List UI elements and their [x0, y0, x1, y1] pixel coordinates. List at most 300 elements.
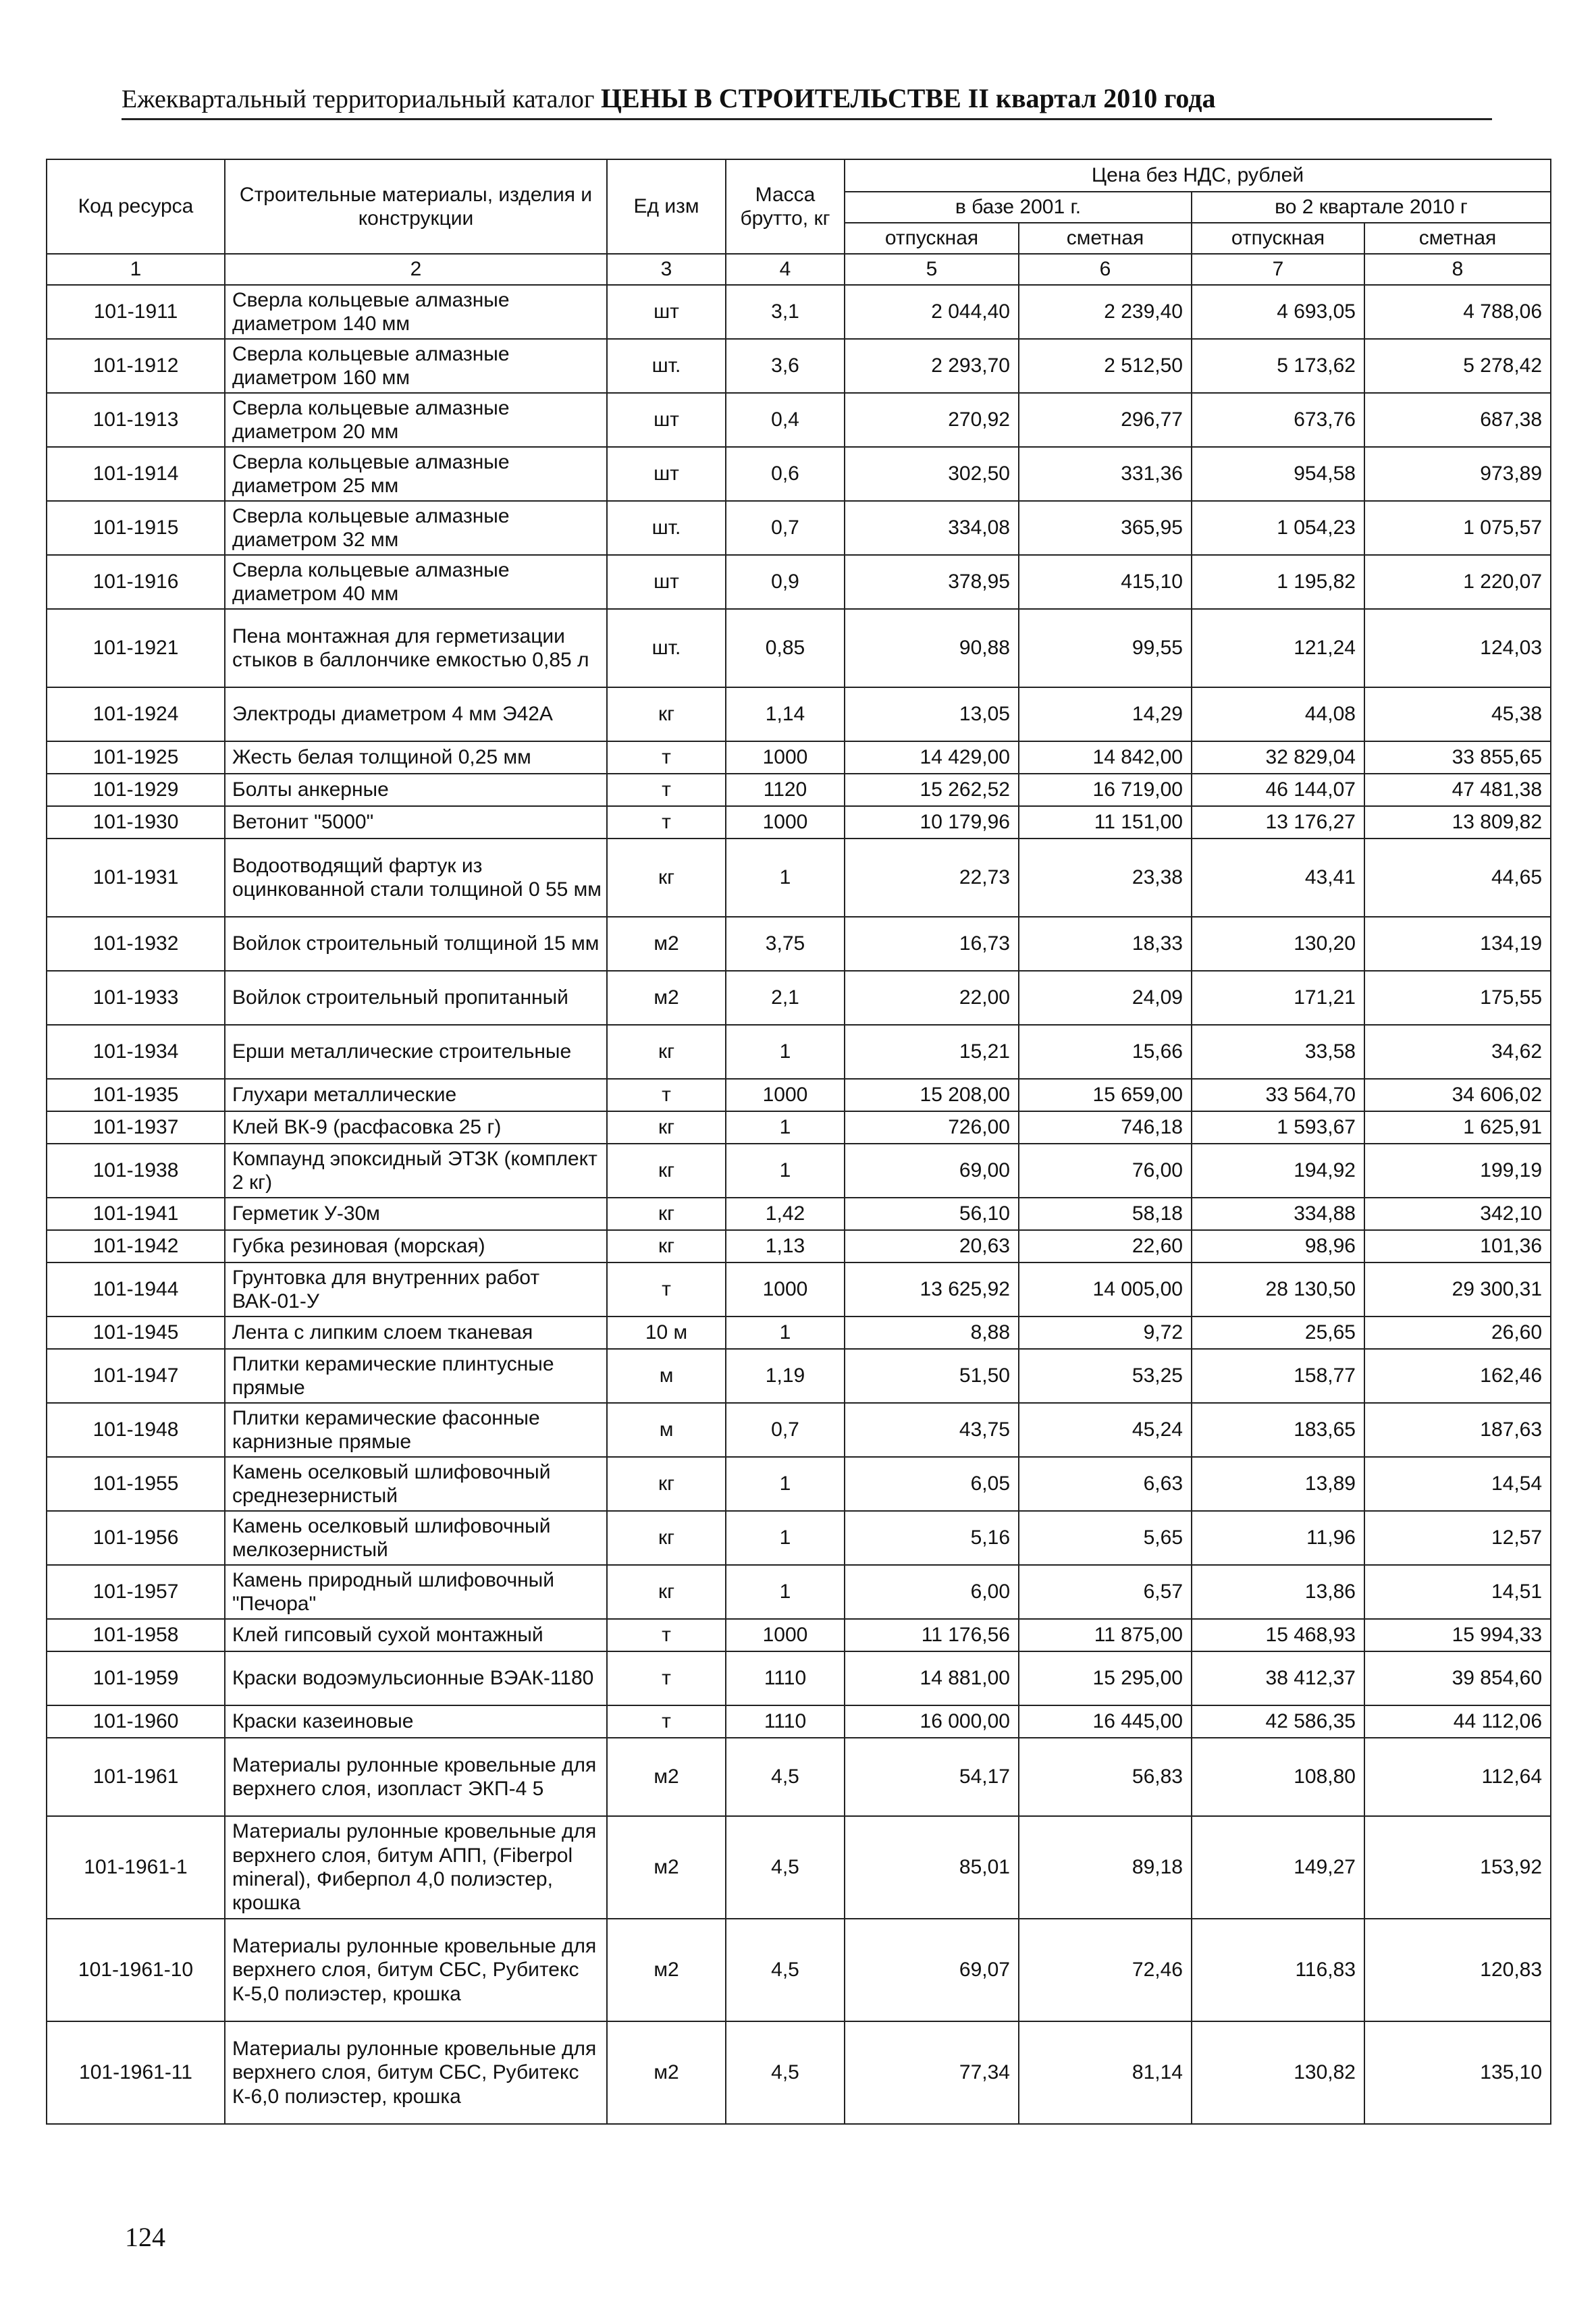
mass: 0,85: [726, 609, 845, 687]
resource-code: 101-1958: [47, 1619, 225, 1651]
col-number: 4: [726, 254, 845, 285]
unit: кг: [607, 1025, 726, 1079]
price-base-estimate: 99,55: [1019, 609, 1192, 687]
mass: 1: [726, 1565, 845, 1619]
mass: 1: [726, 1144, 845, 1198]
resource-code: 101-1929: [47, 774, 225, 806]
price-base-release: 15 208,00: [845, 1079, 1019, 1111]
material-name: Губка резиновая (морская): [225, 1230, 607, 1262]
price-current-estimate: 44,65: [1364, 839, 1551, 917]
unit: м2: [607, 1919, 726, 2021]
col-header-unit: Ед изм: [607, 159, 726, 254]
table-row: [47, 1705, 1551, 1738]
price-base-release: 56,10: [845, 1198, 1019, 1230]
mass: 1000: [726, 1079, 845, 1111]
unit: м: [607, 1349, 726, 1403]
price-base-release: 6,05: [845, 1457, 1019, 1511]
col-number: 7: [1192, 254, 1364, 285]
table-row: [47, 1738, 1551, 1816]
unit: шт.: [607, 339, 726, 393]
price-base-release: 2 044,40: [845, 285, 1019, 339]
resource-code: 101-1935: [47, 1079, 225, 1111]
price-base-release: 15 262,52: [845, 774, 1019, 806]
unit: кг: [607, 1511, 726, 1565]
material-name: Войлок строительный толщиной 15 мм: [225, 917, 607, 971]
price-base-release: 6,00: [845, 1565, 1019, 1619]
material-name: Плитки керамические фасонные карнизные прямые: [225, 1403, 607, 1457]
price-base-release: 13 625,92: [845, 1262, 1019, 1317]
price-current-estimate: 101,36: [1364, 1230, 1551, 1262]
price-current-release: 32 829,04: [1192, 741, 1364, 774]
price-current-estimate: 342,10: [1364, 1198, 1551, 1230]
table-row: [47, 1198, 1551, 1230]
price-current-release: 121,24: [1192, 609, 1364, 687]
price-current-estimate: 34,62: [1364, 1025, 1551, 1079]
price-base-release: 85,01: [845, 1816, 1019, 1919]
table-row: [47, 1651, 1551, 1705]
resource-code: 101-1915: [47, 501, 225, 555]
table-row: [47, 687, 1551, 741]
price-base-release: 54,17: [845, 1738, 1019, 1816]
price-base-estimate: 2 239,40: [1019, 285, 1192, 339]
price-current-release: 28 130,50: [1192, 1262, 1364, 1317]
unit: шт: [607, 393, 726, 447]
table-row: [47, 1457, 1551, 1511]
table-row: [47, 1565, 1551, 1619]
price-base-estimate: 9,72: [1019, 1317, 1192, 1349]
price-base-estimate: 81,14: [1019, 2021, 1192, 2124]
price-base-release: 14 429,00: [845, 741, 1019, 774]
resource-code: 101-1957: [47, 1565, 225, 1619]
resource-code: 101-1948: [47, 1403, 225, 1457]
price-current-release: 13,86: [1192, 1565, 1364, 1619]
price-base-release: 16 000,00: [845, 1705, 1019, 1738]
unit: кг: [607, 1565, 726, 1619]
col-header-price: Цена без НДС, рублей: [845, 159, 1551, 192]
table-row: [47, 501, 1551, 555]
price-base-release: 77,34: [845, 2021, 1019, 2124]
price-current-estimate: 45,38: [1364, 687, 1551, 741]
price-base-release: 69,07: [845, 1919, 1019, 2021]
price-base-estimate: 89,18: [1019, 1816, 1192, 1919]
price-current-estimate: 1 220,07: [1364, 555, 1551, 609]
resource-code: 101-1916: [47, 555, 225, 609]
unit: м2: [607, 1816, 726, 1919]
price-current-estimate: 124,03: [1364, 609, 1551, 687]
table-row: [47, 774, 1551, 806]
price-base-release: 22,00: [845, 971, 1019, 1025]
price-current-estimate: 135,10: [1364, 2021, 1551, 2124]
price-current-estimate: 14,54: [1364, 1457, 1551, 1511]
price-base-release: 13,05: [845, 687, 1019, 741]
resource-code: 101-1945: [47, 1317, 225, 1349]
mass: 1: [726, 1317, 845, 1349]
table-row: [47, 1025, 1551, 1079]
resource-code: 101-1912: [47, 339, 225, 393]
price-current-release: 5 173,62: [1192, 339, 1364, 393]
col-header-release-base: отпускная: [845, 223, 1019, 254]
unit: т: [607, 1262, 726, 1317]
price-base-estimate: 53,25: [1019, 1349, 1192, 1403]
material-name: Краски казеиновые: [225, 1705, 607, 1738]
header-prefix: Ежеквартальный территориальный каталог: [122, 85, 595, 113]
price-base-estimate: 331,36: [1019, 447, 1192, 501]
price-current-estimate: 1 625,91: [1364, 1111, 1551, 1144]
price-current-release: 149,27: [1192, 1816, 1364, 1919]
price-base-release: 22,73: [845, 839, 1019, 917]
unit: кг: [607, 1198, 726, 1230]
price-current-release: 1 195,82: [1192, 555, 1364, 609]
table-row: [47, 393, 1551, 447]
table-row: [47, 917, 1551, 971]
price-base-estimate: 14,29: [1019, 687, 1192, 741]
resource-code: 101-1960: [47, 1705, 225, 1738]
unit: т: [607, 774, 726, 806]
material-name: Материалы рулонные кровельные для верхнего слоя, изопласт ЭКП-4 5: [225, 1738, 607, 1816]
price-base-estimate: 76,00: [1019, 1144, 1192, 1198]
unit: м2: [607, 1738, 726, 1816]
mass: 3,75: [726, 917, 845, 971]
table-row: [47, 1511, 1551, 1565]
table-row: [47, 1144, 1551, 1198]
price-current-release: 4 693,05: [1192, 285, 1364, 339]
page-header: [122, 82, 1492, 120]
unit: т: [607, 1705, 726, 1738]
price-current-estimate: 39 854,60: [1364, 1651, 1551, 1705]
mass: 1000: [726, 1262, 845, 1317]
mass: 4,5: [726, 1816, 845, 1919]
price-current-estimate: 134,19: [1364, 917, 1551, 971]
mass: 1,42: [726, 1198, 845, 1230]
col-header-base: в базе 2001 г.: [845, 192, 1192, 223]
table-row: [47, 839, 1551, 917]
resource-code: 101-1921: [47, 609, 225, 687]
col-header-mass: Масса брутто, кг: [726, 159, 845, 254]
price-base-estimate: 6,57: [1019, 1565, 1192, 1619]
mass: 1000: [726, 806, 845, 839]
price-base-release: 43,75: [845, 1403, 1019, 1457]
material-name: Камень природный шлифовочный "Печора": [225, 1565, 607, 1619]
unit: т: [607, 1619, 726, 1651]
price-current-release: 1 054,23: [1192, 501, 1364, 555]
mass: 0,4: [726, 393, 845, 447]
price-current-release: 183,65: [1192, 1403, 1364, 1457]
price-base-estimate: 23,38: [1019, 839, 1192, 917]
price-current-estimate: 12,57: [1364, 1511, 1551, 1565]
col-number: 8: [1364, 254, 1551, 285]
table-row: [47, 1111, 1551, 1144]
price-base-release: 51,50: [845, 1349, 1019, 1403]
mass: 1: [726, 1025, 845, 1079]
material-name: Клей гипсовый сухой монтажный: [225, 1619, 607, 1651]
price-current-release: 108,80: [1192, 1738, 1364, 1816]
resource-code: 101-1934: [47, 1025, 225, 1079]
resource-code: 101-1938: [47, 1144, 225, 1198]
material-name: Сверла кольцевые алмазные диаметром 20 мм: [225, 393, 607, 447]
unit: кг: [607, 1144, 726, 1198]
price-base-estimate: 11 875,00: [1019, 1619, 1192, 1651]
price-current-estimate: 29 300,31: [1364, 1262, 1551, 1317]
price-current-release: 1 593,67: [1192, 1111, 1364, 1144]
price-base-estimate: 22,60: [1019, 1230, 1192, 1262]
table-row: [47, 806, 1551, 839]
table-row: [47, 1403, 1551, 1457]
material-name: Сверла кольцевые алмазные диаметром 40 мм: [225, 555, 607, 609]
mass: 3,1: [726, 285, 845, 339]
price-current-estimate: 153,92: [1364, 1816, 1551, 1919]
unit: м2: [607, 2021, 726, 2124]
table-row: [47, 1816, 1551, 1919]
price-base-release: 11 176,56: [845, 1619, 1019, 1651]
resource-code: 101-1914: [47, 447, 225, 501]
price-base-estimate: 5,65: [1019, 1511, 1192, 1565]
col-header-code: Код ресурса: [47, 159, 225, 254]
price-current-estimate: 47 481,38: [1364, 774, 1551, 806]
unit: 10 м: [607, 1317, 726, 1349]
unit: шт: [607, 285, 726, 339]
price-base-release: 14 881,00: [845, 1651, 1019, 1705]
material-name: Глухари металлические: [225, 1079, 607, 1111]
material-name: Клей ВК-9 (расфасовка 25 г): [225, 1111, 607, 1144]
table-row: [47, 609, 1551, 687]
price-current-estimate: 14,51: [1364, 1565, 1551, 1619]
material-name: Электроды диаметром 4 мм Э42А: [225, 687, 607, 741]
material-name: Материалы рулонные кровельные для верхнего слоя, битум СБС, Рубитекс К-5,0 полиэстер, крошка: [225, 1919, 607, 2021]
price-base-estimate: 2 512,50: [1019, 339, 1192, 393]
material-name: Грунтовка для внутренних работ ВАК-01-У: [225, 1262, 607, 1317]
price-base-estimate: 18,33: [1019, 917, 1192, 971]
resource-code: 101-1933: [47, 971, 225, 1025]
resource-code: 101-1961-11: [47, 2021, 225, 2124]
table-row: [47, 447, 1551, 501]
price-base-estimate: 24,09: [1019, 971, 1192, 1025]
col-header-name: Строительные материалы, изделия и конструкции: [225, 159, 607, 254]
price-current-release: 130,82: [1192, 2021, 1364, 2124]
price-current-estimate: 1 075,57: [1364, 501, 1551, 555]
price-base-estimate: 14 842,00: [1019, 741, 1192, 774]
resource-code: 101-1932: [47, 917, 225, 971]
table-row: [47, 1230, 1551, 1262]
material-name: Пена монтажная для герметизации стыков в баллончике емкостью 0,85 л: [225, 609, 607, 687]
table-row: [47, 971, 1551, 1025]
unit: т: [607, 806, 726, 839]
col-number: 5: [845, 254, 1019, 285]
price-base-estimate: 45,24: [1019, 1403, 1192, 1457]
material-name: Сверла кольцевые алмазные диаметром 160 мм: [225, 339, 607, 393]
page-number: 124: [125, 2222, 165, 2252]
resource-code: 101-1961-10: [47, 1919, 225, 2021]
unit: кг: [607, 687, 726, 741]
price-current-estimate: 34 606,02: [1364, 1079, 1551, 1111]
price-base-release: 726,00: [845, 1111, 1019, 1144]
resource-code: 101-1959: [47, 1651, 225, 1705]
resource-code: 101-1961: [47, 1738, 225, 1816]
price-current-release: 11,96: [1192, 1511, 1364, 1565]
material-name: Краски водоэмульсионные ВЭАК-1180: [225, 1651, 607, 1705]
price-current-release: 33 564,70: [1192, 1079, 1364, 1111]
price-base-estimate: 15,66: [1019, 1025, 1192, 1079]
material-name: Материалы рулонные кровельные для верхнего слоя, битум АПП, (Fiberpol mineral), Фиберпол 4,0 полиэстер, крошка: [225, 1816, 607, 1919]
material-name: Камень оселковый шлифовочный среднезернистый: [225, 1457, 607, 1511]
price-base-estimate: 15 659,00: [1019, 1079, 1192, 1111]
material-name: Водоотводящий фартук из оцинкованной стали толщиной 0 55 мм: [225, 839, 607, 917]
unit: т: [607, 1079, 726, 1111]
price-current-release: 673,76: [1192, 393, 1364, 447]
price-base-release: 90,88: [845, 609, 1019, 687]
resource-code: 101-1925: [47, 741, 225, 774]
unit: м2: [607, 971, 726, 1025]
price-base-release: 16,73: [845, 917, 1019, 971]
unit: т: [607, 1651, 726, 1705]
resource-code: 101-1913: [47, 393, 225, 447]
mass: 0,9: [726, 555, 845, 609]
table-row: [47, 1317, 1551, 1349]
price-current-release: 38 412,37: [1192, 1651, 1364, 1705]
unit: кг: [607, 1111, 726, 1144]
col-header-estimate-base: сметная: [1019, 223, 1192, 254]
mass: 0,7: [726, 501, 845, 555]
price-base-estimate: 15 295,00: [1019, 1651, 1192, 1705]
material-name: Болты анкерные: [225, 774, 607, 806]
table-row: [47, 1619, 1551, 1651]
price-current-estimate: 120,83: [1364, 1919, 1551, 2021]
price-current-estimate: 44 112,06: [1364, 1705, 1551, 1738]
price-current-release: 13,89: [1192, 1457, 1364, 1511]
table-row: [47, 1079, 1551, 1111]
header-title: ЦЕНЫ В СТРОИТЕЛЬСТВЕ II квартал 2010 года: [600, 83, 1216, 113]
mass: 4,5: [726, 2021, 845, 2124]
mass: 1,14: [726, 687, 845, 741]
material-name: Камень оселковый шлифовочный мелкозернистый: [225, 1511, 607, 1565]
price-current-release: 25,65: [1192, 1317, 1364, 1349]
price-current-release: 15 468,93: [1192, 1619, 1364, 1651]
mass: 2,1: [726, 971, 845, 1025]
price-current-estimate: 175,55: [1364, 971, 1551, 1025]
resource-code: 101-1931: [47, 839, 225, 917]
table-row: [47, 1262, 1551, 1317]
price-base-release: 5,16: [845, 1511, 1019, 1565]
price-base-estimate: 16 445,00: [1019, 1705, 1192, 1738]
material-name: Компаунд эпоксидный ЭТЗК (комплект 2 кг): [225, 1144, 607, 1198]
mass: 4,5: [726, 1919, 845, 2021]
table-row: [47, 285, 1551, 339]
resource-code: 101-1941: [47, 1198, 225, 1230]
price-current-estimate: 15 994,33: [1364, 1619, 1551, 1651]
price-current-estimate: 187,63: [1364, 1403, 1551, 1457]
price-current-estimate: 687,38: [1364, 393, 1551, 447]
mass: 3,6: [726, 339, 845, 393]
resource-code: 101-1937: [47, 1111, 225, 1144]
mass: 1: [726, 839, 845, 917]
material-name: Сверла кольцевые алмазные диаметром 25 мм: [225, 447, 607, 501]
unit: шт.: [607, 609, 726, 687]
col-number: 2: [225, 254, 607, 285]
price-current-release: 13 176,27: [1192, 806, 1364, 839]
unit: м: [607, 1403, 726, 1457]
mass: 1,13: [726, 1230, 845, 1262]
mass: 1110: [726, 1651, 845, 1705]
col-header-release-current: отпускная: [1192, 223, 1364, 254]
table-row: [47, 339, 1551, 393]
unit: кг: [607, 1230, 726, 1262]
unit: м2: [607, 917, 726, 971]
resource-code: 101-1924: [47, 687, 225, 741]
col-number: 3: [607, 254, 726, 285]
mass: 1110: [726, 1705, 845, 1738]
price-base-release: 15,21: [845, 1025, 1019, 1079]
col-number: 6: [1019, 254, 1192, 285]
unit: шт: [607, 447, 726, 501]
resource-code: 101-1944: [47, 1262, 225, 1317]
price-base-release: 69,00: [845, 1144, 1019, 1198]
price-base-estimate: 6,63: [1019, 1457, 1192, 1511]
table-row: [47, 1349, 1551, 1403]
mass: 0,7: [726, 1403, 845, 1457]
material-name: Сверла кольцевые алмазные диаметром 140 мм: [225, 285, 607, 339]
price-base-estimate: 746,18: [1019, 1111, 1192, 1144]
price-current-release: 42 586,35: [1192, 1705, 1364, 1738]
resource-code: 101-1956: [47, 1511, 225, 1565]
material-name: Ерши металлические строительные: [225, 1025, 607, 1079]
price-current-estimate: 199,19: [1364, 1144, 1551, 1198]
col-number: 1: [47, 254, 225, 285]
price-current-estimate: 13 809,82: [1364, 806, 1551, 839]
price-base-estimate: 365,95: [1019, 501, 1192, 555]
price-base-release: 378,95: [845, 555, 1019, 609]
table-row: [47, 555, 1551, 609]
price-current-estimate: 33 855,65: [1364, 741, 1551, 774]
price-current-release: 44,08: [1192, 687, 1364, 741]
price-table: [46, 159, 1551, 2125]
col-header-estimate-current: сметная: [1364, 223, 1551, 254]
price-current-release: 33,58: [1192, 1025, 1364, 1079]
resource-code: 101-1942: [47, 1230, 225, 1262]
price-base-estimate: 11 151,00: [1019, 806, 1192, 839]
material-name: Герметик У-30м: [225, 1198, 607, 1230]
price-current-release: 194,92: [1192, 1144, 1364, 1198]
mass: 1: [726, 1111, 845, 1144]
resource-code: 101-1947: [47, 1349, 225, 1403]
col-header-current: во 2 квартале 2010 г: [1192, 192, 1551, 223]
material-name: Плитки керамические плинтусные прямые: [225, 1349, 607, 1403]
price-base-release: 270,92: [845, 393, 1019, 447]
price-base-release: 334,08: [845, 501, 1019, 555]
mass: 4,5: [726, 1738, 845, 1816]
material-name: Лента с липким слоем тканевая: [225, 1317, 607, 1349]
price-current-estimate: 112,64: [1364, 1738, 1551, 1816]
material-name: Войлок строительный пропитанный: [225, 971, 607, 1025]
price-base-release: 8,88: [845, 1317, 1019, 1349]
price-current-release: 116,83: [1192, 1919, 1364, 2021]
price-current-release: 171,21: [1192, 971, 1364, 1025]
price-current-release: 43,41: [1192, 839, 1364, 917]
price-base-release: 20,63: [845, 1230, 1019, 1262]
table-body: [47, 285, 1551, 2124]
price-current-estimate: 5 278,42: [1364, 339, 1551, 393]
table-row: [47, 1919, 1551, 2021]
material-name: Ветонит "5000": [225, 806, 607, 839]
price-current-estimate: 26,60: [1364, 1317, 1551, 1349]
price-base-estimate: 56,83: [1019, 1738, 1192, 1816]
unit: шт: [607, 555, 726, 609]
price-base-estimate: 296,77: [1019, 393, 1192, 447]
material-name: Жесть белая толщиной 0,25 мм: [225, 741, 607, 774]
resource-code: 101-1961-1: [47, 1816, 225, 1919]
mass: 1000: [726, 741, 845, 774]
price-base-release: 2 293,70: [845, 339, 1019, 393]
price-base-release: 10 179,96: [845, 806, 1019, 839]
mass: 1,19: [726, 1349, 845, 1403]
